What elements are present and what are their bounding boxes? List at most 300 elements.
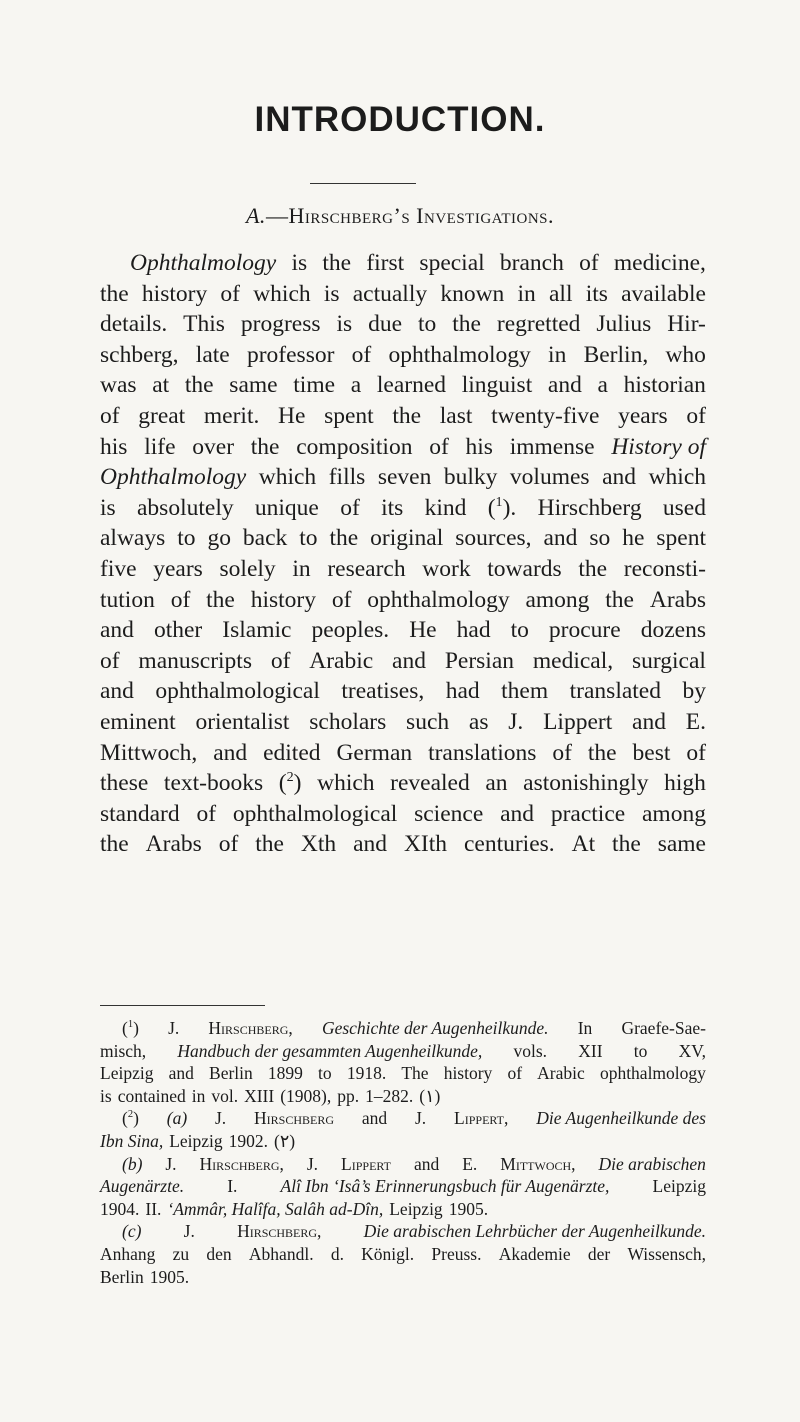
word: Leipzig [100,1063,154,1084]
word: Anhang [100,1243,156,1264]
word: the [578,555,608,582]
word: vols. [513,1040,548,1061]
word: 1902. [228,1130,269,1151]
word: XIth [403,831,448,858]
word: the [392,402,422,429]
word: of [218,831,239,858]
word: volumes [509,464,590,491]
word: and [413,1153,440,1174]
word: and [168,1063,194,1084]
word: at [152,372,170,399]
word: the [612,831,641,858]
word: Arabic [537,1063,585,1084]
word: progress [240,311,321,338]
word: time [293,372,336,399]
word: Augenärzte. [100,1176,185,1197]
word: (b) [122,1153,143,1174]
word: peoples. [311,617,390,644]
text-line [100,462,706,493]
text-line [100,799,706,830]
word: is [291,250,308,276]
word: back [242,525,288,552]
word: the [100,280,129,307]
word: Berlin, [583,341,649,368]
word: practice [550,800,626,827]
word: professor [246,341,335,368]
word: surgical [631,647,706,674]
word: eminent [100,708,176,735]
word: these [100,770,149,797]
word: great [138,402,186,429]
word: his [100,433,128,460]
text-line [100,1062,706,1085]
word: (٢) [274,1130,296,1151]
word: five [100,555,137,582]
text-line [100,1130,706,1153]
word: is [100,494,116,521]
word: details. [100,311,168,338]
section-dash: — [265,203,289,228]
word: a [597,372,608,399]
body-paragraph [100,248,706,860]
word: in [292,555,311,582]
word: of [331,586,352,613]
word: all [548,280,573,307]
text-line [100,738,706,769]
text-line [100,493,706,524]
word: scholars [309,708,387,735]
word: research [327,555,406,582]
word: and [100,617,134,644]
word: J. [168,1018,180,1038]
text-line [100,1266,706,1289]
word: known [440,280,505,307]
word: (a) [166,1108,188,1129]
word: its [381,494,404,521]
text-line [100,646,706,677]
text-line [100,1175,706,1198]
word: by [682,678,706,705]
word: regretted [496,311,581,338]
word: which [258,464,317,491]
word: of [507,1063,523,1084]
word: E. [462,1153,478,1174]
word: of [270,647,291,674]
word: J. [415,1108,427,1129]
word: was [100,372,137,399]
word: and [353,831,388,858]
word: 1905. [448,1198,489,1219]
word: among [642,800,706,827]
word: always [100,525,166,552]
word: the [255,831,284,858]
word: revealed [390,770,470,797]
word: the [329,525,359,552]
word: ophthalmological [155,678,320,705]
word: of [196,800,217,827]
text-line [100,1153,706,1176]
text-line [100,279,706,310]
word: Ophthalmology [130,250,277,276]
word: He [278,402,306,429]
word: ‘Ammâr, Halîfa, Salâh ad-Dîn, [167,1198,384,1219]
word: 1–282. [365,1085,414,1106]
word: orientalist [195,708,290,735]
word: Hirschberg [537,494,642,521]
word: Hirschberg [254,1108,335,1129]
word: of [100,402,120,429]
word: den [206,1243,232,1264]
word: and [543,525,578,552]
word: history [443,1063,493,1084]
word: among [525,586,590,613]
word: is [100,1085,112,1106]
word: learned [376,372,447,399]
word: ($^2$) [278,769,302,797]
word: ($^1$). [487,493,517,521]
text-line [100,1017,706,1040]
text-line [100,1243,706,1266]
word: the [587,739,617,766]
word: Ophthalmology [100,464,247,491]
word: J. [215,1108,227,1129]
word: Arabs [649,586,706,613]
word: Leipzig [652,1176,706,1197]
word: of [552,739,572,766]
word: the [322,250,352,276]
word: zu [172,1243,190,1264]
word: them [501,678,549,705]
word: In [577,1018,593,1038]
word: of [100,647,120,674]
word: 1899 [267,1063,303,1084]
word: is [336,311,353,338]
word: composition [296,433,413,460]
text-line [100,309,706,340]
word: to [418,311,437,338]
word: ophthalmological [232,800,398,827]
word: which [317,770,375,797]
word: History of [611,433,706,460]
word: procure [548,617,621,644]
footnotes [100,1017,706,1288]
word: vol. [211,1085,239,1106]
word: Handbuch der gesammten Augenheilkunde, [177,1040,483,1061]
word: (c) [122,1221,142,1242]
word: 1905. [149,1266,190,1287]
word: He [409,617,437,644]
word: and [100,678,134,705]
text-line [100,1220,706,1243]
word: Hir- [667,311,706,338]
text-line [100,585,706,616]
word: of [429,433,449,460]
word: XII [578,1040,603,1061]
word: and [500,800,535,827]
word: of [686,739,706,766]
text-line [100,523,706,554]
word: translated [569,678,661,705]
word: contained [117,1085,186,1106]
word: translations [428,739,537,766]
word: fills [328,464,366,491]
text-line [100,401,706,432]
word: actually [352,280,428,307]
word: spent [656,525,706,552]
text-line [100,676,706,707]
word: high [664,770,706,797]
word: (١) [419,1085,441,1106]
word: Hirschberg, [237,1221,322,1242]
word: go [207,525,231,552]
word: history [141,280,208,307]
word: Arabic [309,647,374,674]
word: J. [165,1153,177,1174]
word: Akademie [498,1243,571,1264]
word: and [547,372,582,399]
word: Lippert [543,708,613,735]
text-line [100,615,706,646]
word: pp. [337,1085,360,1106]
word: J. [306,1153,319,1174]
word: had [445,678,480,705]
word: Leipzig [169,1130,223,1151]
word: to [318,1063,332,1084]
word: Berlin [100,1266,144,1287]
word: kind [424,494,467,521]
word: unique [254,494,319,521]
word: of [579,250,599,276]
word: due [368,311,403,338]
word: years [618,402,668,429]
word: same [229,372,278,399]
word: Alî Ibn ‘Isâ’s Erinnerungsbuch für Augenärzte, [280,1176,610,1197]
word: of [351,341,372,368]
word: immense [509,433,595,460]
word: II. [145,1198,162,1219]
word: special [419,250,485,276]
word: Abhandl. [248,1243,314,1264]
word: At [571,831,596,858]
section-letter: A. [245,203,266,228]
word: Arabs [145,831,202,858]
word: Königl. [361,1243,415,1264]
section-heading [0,203,800,229]
text-line [100,340,706,371]
word: ophthalmology [367,586,510,613]
word: (1908), [280,1085,332,1106]
word: d. [330,1243,344,1264]
word: last [439,402,473,429]
word: Wissensch, [627,1243,706,1264]
word: and [361,1108,388,1129]
word: Berlin [209,1063,253,1084]
word: its [585,280,608,307]
section-name: Hirschberg’s Investigations. [288,203,554,228]
text-line [100,829,706,860]
word: an [485,770,508,797]
text-line [100,432,706,463]
word: sources, [455,525,532,552]
word: tution [100,586,155,613]
word: in [548,341,567,368]
word: text-books [163,770,264,797]
text-line [100,554,706,585]
word: Die arabischen [598,1153,706,1174]
word: years [153,555,203,582]
word: absolutely [137,494,234,521]
word: centuries. [463,831,555,858]
word: ($^2$) [122,1108,139,1129]
word: the [184,372,214,399]
title-rule [310,183,416,184]
word: science [414,800,484,827]
word: Geschichte der Augenheilkunde. [321,1018,549,1038]
word: the [206,586,235,613]
word: seven [377,464,432,491]
word: The [401,1063,429,1084]
word: twenty-five [491,402,600,429]
word: other [153,617,203,644]
word: in [191,1085,206,1106]
word: of [220,280,240,307]
word: is [323,280,340,307]
text-line [100,370,706,401]
footnote-rule [100,1005,265,1006]
text-line [100,1198,706,1221]
word: This [183,311,225,338]
word: XIII [244,1085,275,1106]
text-line [100,1085,706,1108]
word: ($^1$) [122,1018,139,1038]
text-line [100,248,706,279]
word: a [350,372,362,399]
word: life [144,433,176,460]
word: solely [219,555,276,582]
word: the [605,586,634,613]
word: Graefe-Sae- [621,1018,706,1038]
word: historian [623,372,706,399]
word: I. [227,1176,238,1197]
word: Hirschberg, [199,1153,284,1174]
word: branch [499,250,564,276]
word: J. [508,708,524,735]
word: late [195,341,230,368]
text-line [100,707,706,738]
word: manuscripts [138,647,252,674]
word: standard [100,800,180,827]
word: E. [685,708,706,735]
word: to [633,1040,648,1061]
word: he [622,525,645,552]
word: linguist [461,372,533,399]
word: original [370,525,444,552]
word: 1918. [346,1063,387,1084]
word: German [336,739,413,766]
word: ophthalmology [599,1063,706,1084]
word: used [662,494,706,521]
word: Mittwoch, [100,739,198,766]
word: schberg, [100,341,179,368]
word: ophthalmology [388,341,531,368]
word: reconsti- [623,555,706,582]
word: to [510,617,529,644]
word: to [177,525,196,552]
word: dozens [640,617,706,644]
word: misch, [100,1040,147,1061]
word: such [406,708,450,735]
word: which [253,280,311,307]
word: Xth [300,831,337,858]
word: Mittwoch, [500,1153,576,1174]
word: Die Augenheilkunde des [536,1108,706,1129]
word: spent [324,402,374,429]
word: as [468,708,489,735]
word: Die arabischen Lehrbücher der Augenheilkunde. [363,1221,706,1242]
word: available [621,280,706,307]
word: medicine, [613,250,706,276]
word: and [392,647,426,674]
word: in [517,280,536,307]
word: the [100,831,129,858]
word: astonishingly [523,770,649,797]
word: Leipzig [389,1198,443,1219]
word: who [665,341,706,368]
word: the [452,311,481,338]
word: medical, [532,647,614,674]
word: towards [487,555,562,582]
word: work [422,555,471,582]
word: treatises, [341,678,425,705]
word: Lippert [341,1153,392,1174]
word: 1904. [100,1198,140,1219]
word: and [602,464,637,491]
word: Preuss. [431,1243,482,1264]
word: over [192,433,235,460]
word: had [456,617,491,644]
word: history [250,586,316,613]
word: J. [183,1221,195,1242]
word: Hirschberg, [208,1018,293,1038]
word: of [170,586,191,613]
word: merit. [203,402,260,429]
word: Julius [596,311,652,338]
word: so [589,525,611,552]
word: which [648,464,706,491]
word: and [632,708,666,735]
word: of [686,402,706,429]
word: Persian [444,647,515,674]
word: edited [263,739,321,766]
word: first [366,250,405,276]
word: of [340,494,360,521]
word: Ibn Sina, [100,1130,164,1151]
word: der [587,1243,611,1264]
word: best [632,739,671,766]
word: to [299,525,318,552]
text-line [100,1107,706,1130]
word: and [213,739,248,766]
word: the [250,433,280,460]
text-line [100,768,706,799]
word: same [657,831,706,858]
word: Islamic [222,617,292,644]
word: bulky [443,464,498,491]
word: Lippert, [454,1108,509,1129]
page-title: INTRODUCTION. [254,100,546,139]
word: his [465,433,493,460]
word: XV, [678,1040,706,1061]
